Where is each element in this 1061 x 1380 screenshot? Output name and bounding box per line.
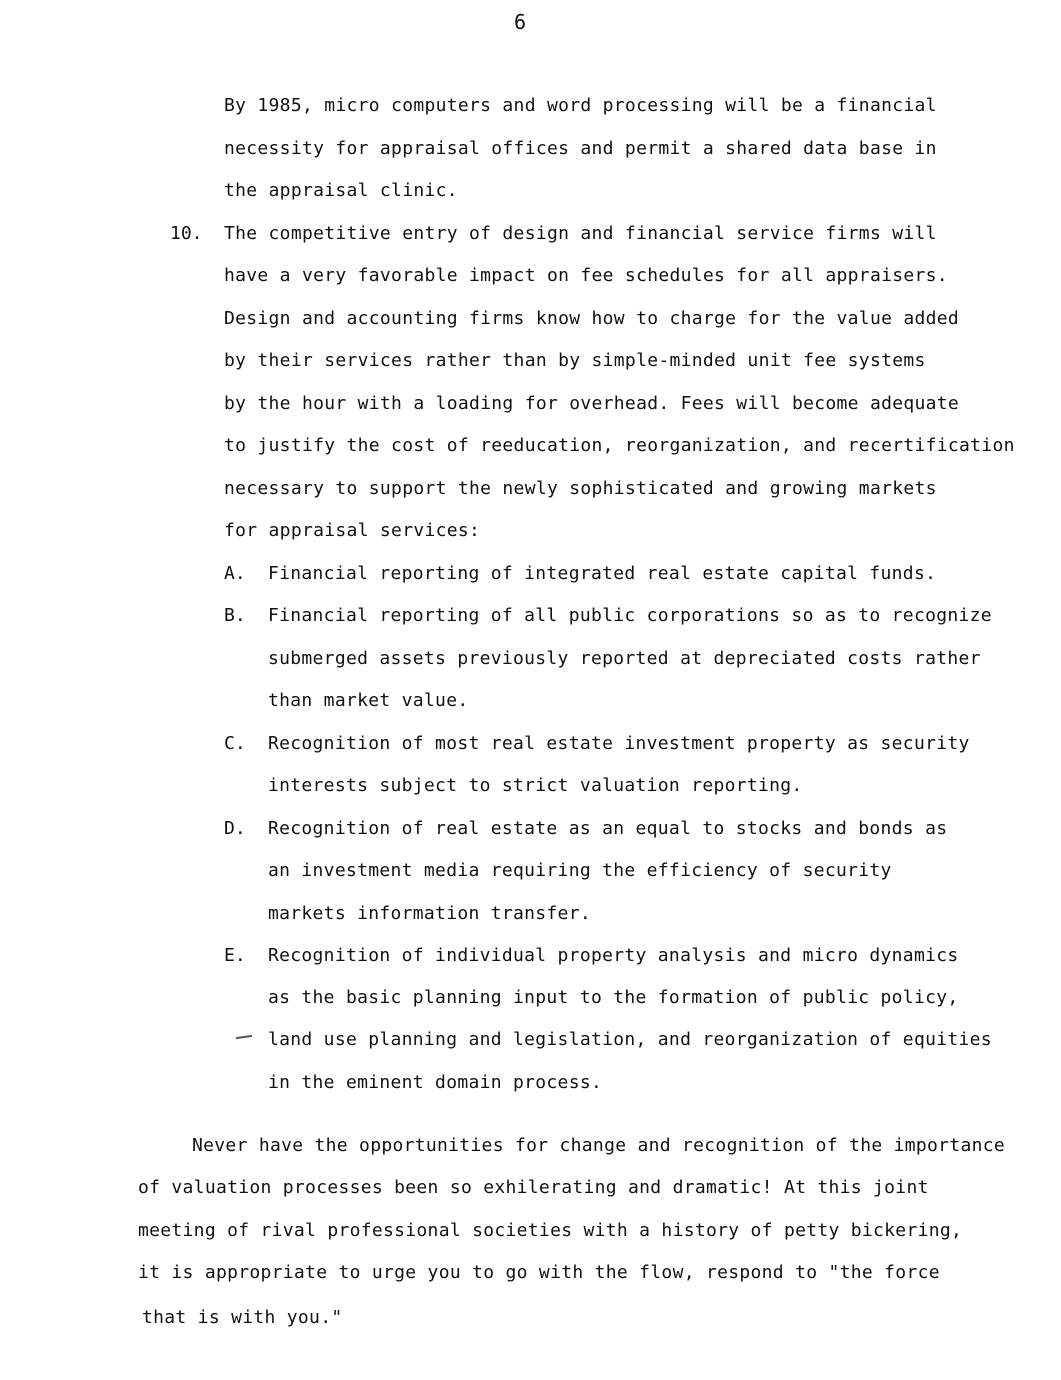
closing-line-5: that is with you." xyxy=(142,1307,343,1328)
subitem-b-line-3: than market value. xyxy=(268,690,469,711)
closing-line-4: it is appropriate to urge you to go with the flow, respond to "the force xyxy=(138,1262,940,1283)
item-10-line-8: for appraisal services: xyxy=(224,520,481,541)
closing-line-1: Never have the opportunities for change and recognition of the importance xyxy=(192,1135,1005,1156)
subitem-c-line-1: Recognition of most real estate investment property as security xyxy=(268,733,970,754)
subitem-c-line-2: interests subject to strict valuation reporting. xyxy=(268,775,803,796)
intro-line-3: the appraisal clinic. xyxy=(224,180,458,201)
intro-line-2: necessity for appraisal offices and permit a shared data base in xyxy=(224,138,937,159)
subitem-b-line-2: submerged assets previously reported at depreciated costs rather xyxy=(268,648,981,669)
subitem-e-letter: E. xyxy=(224,945,246,966)
subitem-c-letter: C. xyxy=(224,733,246,754)
subitem-d-line-2: an investment media requiring the efficiency of security xyxy=(268,860,892,881)
item-10-line-2: have a very favorable impact on fee schedules for all appraisers. xyxy=(224,265,948,286)
item-10-line-3: Design and accounting firms know how to charge for the value added xyxy=(224,308,960,329)
item-10-line-7: necessary to support the newly sophisticated and growing markets xyxy=(224,478,937,499)
subitem-e-line-4: in the eminent domain process. xyxy=(268,1072,603,1093)
subitem-b-line-1: Financial reporting of all public corporations so as to recognize xyxy=(268,605,992,626)
item-10-line-6: to justify the cost of reeducation, reorganization, and recertification xyxy=(224,435,1015,456)
item-10-line-4: by their services rather than by simple-minded unit fee systems xyxy=(224,350,926,371)
subitem-d-line-1: Recognition of real estate as an equal to stocks and bonds as xyxy=(268,818,948,839)
item-10-line-5: by the hour with a loading for overhead. Fees will become adequate xyxy=(224,393,960,414)
subitem-e-line-3: land use planning and legislation, and reorganization of equities xyxy=(268,1029,992,1050)
intro-line-1: By 1985, micro computers and word processing will be a financial xyxy=(224,95,937,116)
subitem-b-letter: B. xyxy=(224,605,246,626)
subitem-a-letter: A. xyxy=(224,563,246,584)
item-10-number: 10. xyxy=(170,223,203,244)
page-number: 6 xyxy=(513,10,527,34)
closing-line-2: of valuation processes been so exhilerating and dramatic! At this joint xyxy=(138,1177,929,1198)
closing-line-3: meeting of rival professional societies with a history of petty bickering, xyxy=(138,1220,963,1241)
subitem-e-line-2: as the basic planning input to the formation of public policy, xyxy=(268,987,959,1008)
subitem-d-line-3: markets information transfer. xyxy=(268,903,591,924)
item-10-line-1: The competitive entry of design and financial service firms will xyxy=(224,223,937,244)
scan-speck xyxy=(236,1035,252,1039)
subitem-e-line-1: Recognition of individual property analysis and micro dynamics xyxy=(268,945,959,966)
subitem-a-line-1: Financial reporting of integrated real estate capital funds. xyxy=(268,563,937,584)
subitem-d-letter: D. xyxy=(224,818,246,839)
